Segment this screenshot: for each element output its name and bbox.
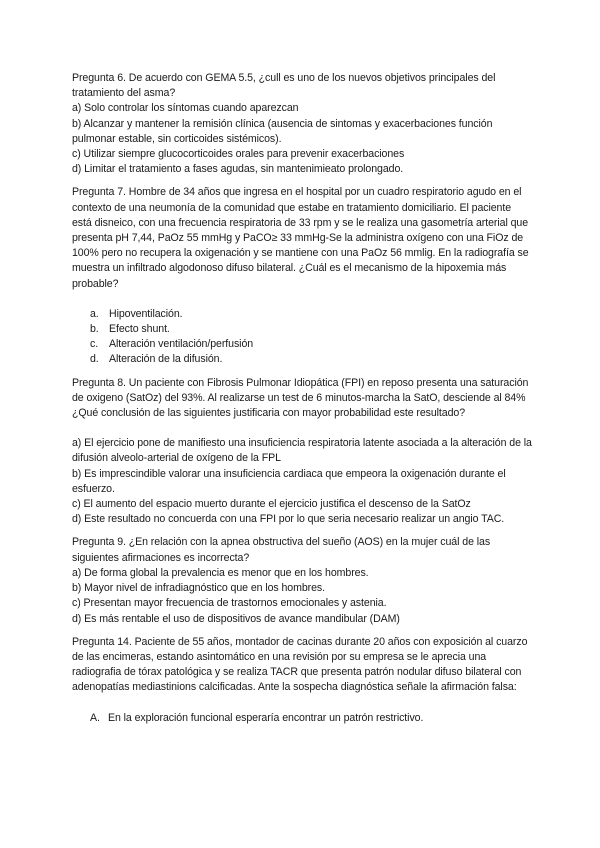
question-7-stem: Pregunta 7. Hombre de 34 años que ingresa en el hospital por un cuadro respiratorio agudo en el contexto de una neumonía de la comunidad que estabe en tratamiento domiciliario. El paciente está disneico, con una frecuencia respiratoria de 33 rpm y se le realiza una gasometría arterial que presenta pH 7,44, PaOz 55 mmHg y PaCO≥ 33 mmHg-Se la administra oxígeno con una FiOz de 100% pero no recupera la oxigenación y se mantiene con una PaOz 56 mmlig. En la radiografía se muestra un infiltrado algodonoso difuso bilateral. ¿Cuál es el mecanismo de la hipoxemia más probable?	[72, 186, 529, 290]
question-6-stem: Pregunta 6. De acuerdo con GEMA 5.5, ¿cull es uno de los nuevos objetivos principales del tratamiento del asma?	[72, 72, 496, 100]
question-7-option-d	[72, 352, 532, 367]
question-7-option-c	[72, 337, 532, 352]
question-9-option-d: d) Es más rentable el uso de dispositivos de avance mandibular (DAM)	[72, 612, 400, 625]
option-text: Hipoventilación.	[109, 307, 183, 320]
question-9-stem: Pregunta 9. ¿En relación con la apnea obstructiva del sueño (AOS) en la mujer cuál de las siguientes afirmaciones es incorrecta?	[72, 536, 491, 564]
option-marker: c.	[90, 338, 99, 351]
spacer	[72, 292, 532, 307]
question-6-option-c: c) Utilizar siempre glucocorticoides orales para prevenir exacerbaciones	[72, 148, 405, 161]
question-6-option-a: a) Solo controlar los síntomas cuando aparezcan	[72, 102, 299, 115]
question-14-option-a	[72, 711, 532, 726]
question-6-option-b: b) Alcanzar y mantener la remisión clínica (ausencia de sintomas y exacerbaciones función pulmonar estable, sin corticoides sistémicos).	[72, 117, 493, 145]
question-9	[72, 535, 532, 626]
question-7-options	[72, 307, 532, 368]
question-14-stem: Pregunta 14. Paciente de 55 años, montador de cacinas durante 20 años con exposición al cuarzo de las encimeras, estando asintomático en una revisión por su empresa se le aprecia una radiografia de tórax patológica y se realiza TACR que presenta patrón nodular difuso bilateral con adenopatías mediastinions calcificadas. Ante la sospecha diagnóstica señale la afirmación falsa:	[72, 635, 528, 694]
question-9-option-b: b) Mayor nivel de infradiagnóstico que en los hombres.	[72, 582, 326, 595]
question-8-option-b: b) Es imprescindible valorar una insuficiencia cardiaca que empeora la oxigenación durante el esfuerzo.	[72, 467, 506, 495]
option-text: Alteración ventilación/perfusión	[109, 338, 254, 351]
option-marker: a.	[90, 307, 99, 320]
option-text: En la exploración funcional esperaría encontrar un patrón restrictivo.	[108, 711, 424, 724]
question-9-option-c: c) Presentan mayor frecuencia de trastornos emocionales y astenia.	[72, 597, 387, 610]
question-14-options	[72, 711, 532, 726]
question-7-option-a	[72, 307, 532, 322]
question-6-option-d: d) Limitar el tratamiento a fases agudas, sin mantenimieato prolongado.	[72, 163, 404, 176]
document-content	[72, 71, 532, 726]
question-8	[72, 376, 532, 528]
question-8-option-c: c) El aumento del espacio muerto durante el ejercicio justifica el descenso de la SatOz	[72, 498, 471, 511]
option-marker: d.	[90, 353, 99, 366]
spacer	[72, 696, 532, 711]
option-marker: b.	[90, 323, 99, 336]
option-text: Efecto shunt.	[109, 323, 170, 336]
question-6	[72, 71, 532, 177]
question-7	[72, 185, 532, 367]
question-9-option-a: a) De forma global la prevalencia es menor que en los hombres.	[72, 566, 369, 579]
question-14	[72, 635, 532, 726]
option-text: Alteración de la difusión.	[109, 353, 223, 366]
option-marker: A.	[90, 711, 100, 724]
spacer	[72, 421, 532, 436]
question-8-stem: Pregunta 8. Un paciente con Fibrosis Pulmonar Idiopática (FPI) en reposo presenta una saturación de oxigeno (SatOz) del 93%. Al realizarse un test de 6 minutos-marcha la SatO, desciende al 84% ¿Qué conclusión de las siguientes justificaria con mayor probabilidad este resultado?	[72, 376, 529, 420]
question-7-option-b	[72, 322, 532, 337]
question-8-option-a: a) El ejercicio pone de manifiesto una insuficiencia respiratoria latente asociada a la alteración de la difusión alveolo-arterial de oxígeno de la FPL	[72, 437, 532, 465]
question-8-option-d: d) Este resultado no concuerda con una FPI por lo que seria necesario realizar un angio TAC.	[72, 513, 505, 526]
